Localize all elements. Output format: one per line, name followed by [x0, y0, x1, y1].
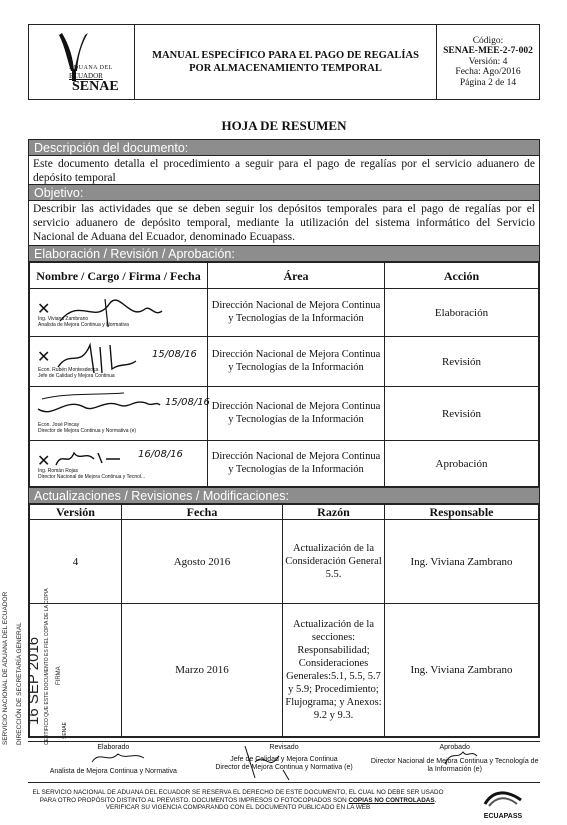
updates-section: [25, 487, 540, 738]
code-label: Código:: [472, 35, 504, 46]
disclaimer-part-1: EL SERVICIO NACIONAL DE ADUANA DEL ECUADOR SE RESERVA EL DERECHO DE ESTE DOCUMENTO, EL CUAL NO DEBE SER USADO PARA OTRO PROPÓSITO DISTINTO AL PREVISTO. DOCUMENTOS IMPRESOS O FOTOCOPIADOS SON: [32, 789, 444, 804]
table-row: [30, 289, 539, 337]
signer-role: Director de Mejora Continua y Normativa (e): [38, 428, 137, 434]
approval-header-name: Nombre / Cargo / Firma / Fecha: [30, 263, 208, 289]
action-cell: Revisión: [385, 387, 539, 441]
approval-label: Elaboración / Revisión / Aprobación:: [29, 246, 539, 262]
footer-reviewed-text: Jefe de Calidad y Mejora Continua Director de Mejora Continua y Normativa (e): [215, 756, 353, 771]
date-value: Fecha: Ago/2016: [455, 67, 521, 78]
stamp-line-1: SERVICIO NACIONAL DE ADUANA DEL ECUADOR: [2, 591, 9, 745]
footer-signatures: [28, 741, 540, 783]
version-cell: 4: [30, 520, 122, 604]
manual-title: [135, 25, 437, 99]
handwritten-signature: [88, 748, 148, 766]
signature-mark-icon: ✕: [37, 349, 51, 366]
signature-mark-icon: ✕: [37, 301, 51, 318]
senae-logo: [29, 25, 135, 99]
stamp-line-3: CERTIFICO QUE ESTE DOCUMENTO ES FIEL COPIA DE LA COPIA: [44, 588, 50, 745]
area-cell: Dirección Nacional de Mejora Continua y Tecnologías de la Información: [208, 337, 385, 387]
updates-header-date: Fecha: [122, 505, 283, 520]
approval-header-action: Acción: [385, 263, 539, 289]
table-row: [30, 337, 539, 387]
code-value: SENAE-MEE-2-7-002: [443, 46, 533, 57]
signer-name: Ing. Viviana Zambrano: [38, 316, 89, 322]
certification-stamp: [2, 580, 97, 745]
footer-approved: [369, 742, 540, 782]
footer-elaborated: [28, 742, 199, 782]
date-cell: Agosto 2016: [122, 520, 283, 604]
signature-date: 16/08/16: [138, 449, 183, 460]
action-cell: Elaboración: [385, 289, 539, 337]
objective-label: Objetivo:: [29, 185, 539, 201]
action-cell: Revisión: [385, 337, 539, 387]
signature-date: 15/08/16: [165, 397, 210, 408]
updates-header-reason: Razón: [283, 505, 385, 520]
signature-date: 15/08/16: [152, 349, 197, 360]
stamp-senae: SENAE: [62, 722, 68, 739]
document-header: [28, 24, 540, 100]
ecuapass-logo: [468, 788, 538, 820]
signer-name: Econ. Rubén Montesdeoca: [38, 367, 99, 373]
footer-reviewed: [199, 742, 370, 782]
signature-cell: [30, 387, 208, 441]
disclaimer-bold: COPIAS NO CONTROLADAS: [348, 796, 435, 804]
stamp-line-2: DIRECCIÓN DE SECRETARÍA GENERAL: [16, 622, 23, 745]
date-cell: Marzo 2016: [122, 604, 283, 737]
ecuapass-text: ECUAPASS: [483, 813, 523, 820]
handwritten-signature: [441, 746, 481, 768]
table-row: [30, 520, 539, 604]
description-label: Descripción del documento:: [29, 140, 539, 156]
footer-approved-text: Director Nacional de Mejora Continua y Tecnología de la Información (e): [370, 758, 539, 773]
area-cell: Dirección Nacional de Mejora Continua y Tecnologías de la Información: [208, 289, 385, 337]
updates-table: [29, 504, 539, 737]
disclaimer: [28, 789, 448, 812]
area-cell: Dirección Nacional de Mejora Continua y Tecnologías de la Información: [208, 387, 385, 441]
signer-name: Econ. José Pincay: [38, 422, 80, 428]
approval-section: [28, 245, 540, 488]
page-value: Página 2 de 14: [459, 77, 517, 88]
signature-cell: [30, 441, 208, 487]
ecuapass-swoosh-icon: [483, 788, 523, 808]
description-section: [28, 139, 540, 188]
signer-role: Director Nacional de Mejora Continua y Tecnol...: [38, 474, 146, 480]
updates-header-responsible: Responsable: [385, 505, 539, 520]
table-row: [30, 387, 539, 441]
updates-header-version: Versión: [30, 505, 122, 520]
disclaimer-part-2: . VERIFICAR SU VIGENCIA COMPARANDO CON EL DOCUMENTO PUBLICADO EN LA WEB: [105, 796, 437, 811]
area-cell: Dirección Nacional de Mejora Continua y Tecnologías de la Información: [208, 441, 385, 487]
signer-name: Ing. Román Rojas: [38, 468, 79, 474]
responsible-cell: Ing. Viviana Zambrano: [385, 604, 539, 737]
updates-label: Actualizaciones / Revisiones / Modificaciones:: [29, 488, 539, 504]
objective-text: Describir las actividades que se deben seguir los depósitos temporales para el pago de regalías por el servicio aduanero de depósito temporal, mediante la utilización del sistema informático del Servicio Nacional de Aduana del Ecuador, denominado Ecuapass.: [33, 203, 535, 243]
approval-header-area: Área: [208, 263, 385, 289]
page-title: HOJA DE RESUMEN: [221, 118, 347, 133]
version-value: Versión: 4: [468, 56, 508, 67]
footer-elaborated-label: Elaborado: [97, 744, 130, 751]
table-row: [30, 604, 539, 737]
footer-approved-label: Aprobado: [439, 744, 470, 751]
responsible-cell: Ing. Viviana Zambrano: [385, 520, 539, 604]
table-row: [30, 441, 539, 487]
logo-line-3: SENAE: [72, 79, 119, 94]
manual-title-line-1: MANUAL ESPECÍFICO PARA EL PAGO DE REGALÍAS: [152, 50, 419, 61]
manual-title-line-2: POR ALMACENAMIENTO TEMPORAL: [189, 63, 382, 74]
signature-cell: [30, 337, 208, 387]
description-text: Este documento detalla el procedimiento a seguir para el pago de regalías por el servicio aduanero de depósito temporal: [33, 158, 535, 184]
reason-cell: Actualización de la Consideración General 5.5.: [283, 520, 385, 604]
document-info: [437, 25, 539, 99]
signer-role: Analista de Mejora Continua y Normativa: [38, 322, 129, 328]
stamp-firma: FIRMA: [56, 666, 62, 685]
signer-role: Jefe de Calidad y Mejora Continua: [38, 373, 115, 379]
approval-table: [29, 262, 539, 487]
stamp-date: 16 SEP 2016: [25, 636, 42, 725]
reason-cell: Actualización de la secciones: Responsabilidad; Consideraciones Generales:5.1, 5.5, 5.7 y 5.9; Procedimiento; Flujograma; y Anexos: 9.2 y 9.3.: [283, 604, 385, 737]
signature-mark-icon: ✕: [37, 453, 51, 470]
handwritten-signature: [239, 742, 299, 782]
objective-section: [28, 184, 540, 247]
action-cell: Aprobación: [385, 441, 539, 487]
logo-line-2: ECUADOR: [69, 72, 103, 80]
footer-reviewed-label: Revisado: [269, 744, 299, 751]
logo-line-1: ADUANA DEL: [69, 65, 113, 71]
signature-cell: [30, 289, 208, 337]
footer-elaborated-text: Analista de Mejora Continua y Normativa: [49, 768, 177, 775]
